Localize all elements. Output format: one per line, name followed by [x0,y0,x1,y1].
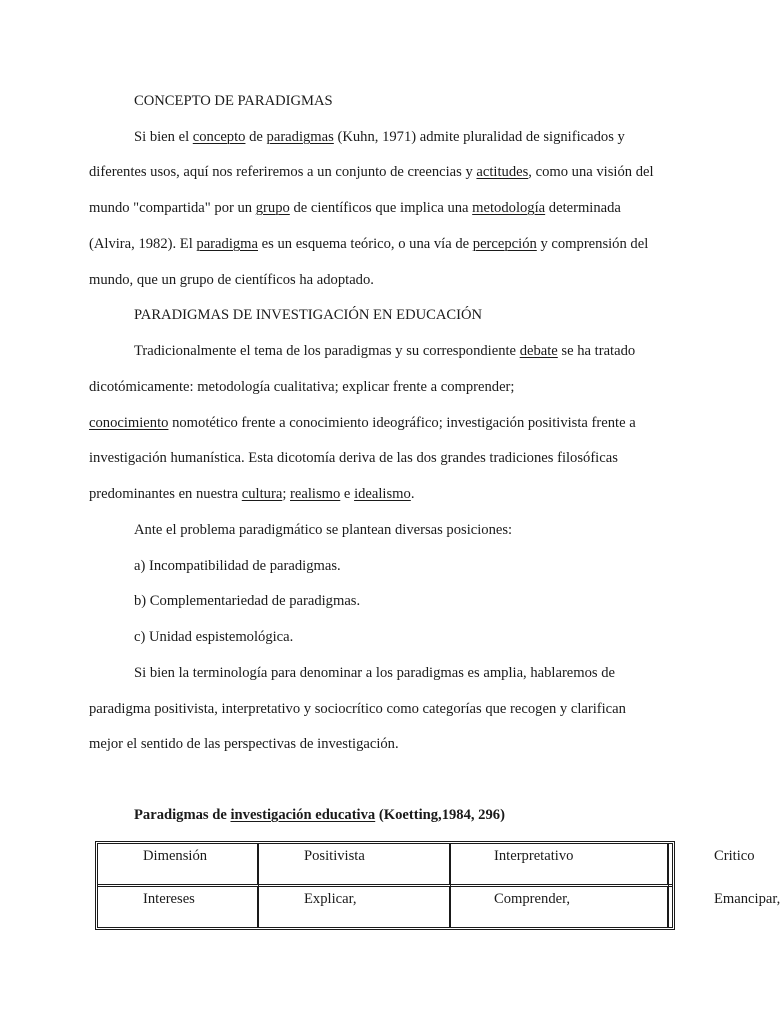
table-cell: Emancipar, [714,891,780,907]
heading-paradigmas-investigacion: PARADIGMAS DE INVESTIGACIÓN EN EDUCACIÓN [134,307,483,323]
link-conocimiento[interactable]: conocimiento [89,415,169,431]
link-actitudes[interactable]: actitudes [476,164,529,180]
paragraph-line: mejor el sentido de las perspectivas de investigación. [89,736,399,752]
table-cell: Intereses [98,887,259,927]
table-header-row [98,844,672,887]
paragraph-line: (Alvira, 1982). El paradigma es un esquema teórico, o una vía de percepción y comprensión del [89,236,649,252]
table-caption: Paradigmas de investigación educativa (Koetting,1984, 296) [134,807,505,823]
table-header-cell: Interpretativo [451,844,669,887]
paragraph-line: diferentes usos, aquí nos referiremos a un conjunto de creencias y actitudes, como una visión del [89,164,654,180]
paragraph-line: conocimiento nomotético frente a conocimiento ideográfico; investigación positivista frente a [89,415,636,431]
table-row [98,887,672,927]
list-item: b) Complementariedad de paradigmas. [134,593,361,609]
paragraph-line: paradigma positivista, interpretativo y sociocrítico como categorías que recogen y clarifican [89,701,626,717]
paragraph-line: mundo, que un grupo de científicos ha adoptado. [89,272,374,288]
list-item: c) Unidad espistemológica. [134,629,294,645]
list-item: a) Incompatibilidad de paradigmas. [134,558,341,574]
link-percepcion[interactable]: percepción [472,236,537,252]
link-grupo[interactable]: grupo [255,200,290,216]
paragraph-line: investigación humanística. Esta dicotomía deriva de las dos grandes tradiciones filosóficas [89,450,618,466]
table-cell: Comprender, [451,887,669,927]
table-header-cell: Dimensión [98,844,259,887]
paradigms-table [95,841,780,930]
paragraph-line: Tradicionalmente el tema de los paradigmas y su correspondiente debate se ha tratado [134,343,636,359]
link-paradigmas[interactable]: paradigmas [266,129,334,145]
link-cultura[interactable]: cultura [241,486,283,502]
link-realismo[interactable]: realismo [290,486,341,502]
table-cell: Explicar, [259,887,451,927]
table-header-cell: Positivista [259,844,451,887]
paragraph-line: Si bien el concepto de paradigmas (Kuhn, 1971) admite pluralidad de significados y [134,129,625,145]
table-header-cell: Critico [669,844,672,887]
paragraph-line: Ante el problema paradigmático se plantean diversas posiciones: [134,522,513,538]
link-investigacion-educativa[interactable]: investigación educativa [230,807,376,823]
paragraph-line: Si bien la terminología para denominar a los paradigmas es amplia, hablaremos de [134,665,616,681]
heading-concepto-paradigmas: CONCEPTO DE PARADIGMAS [134,93,333,109]
paragraph-line: predominantes en nuestra cultura; realismo e idealismo. [89,486,415,502]
link-metodologia[interactable]: metodología [472,200,546,216]
paragraph-line: dicotómicamente: metodología cualitativa; explicar frente a comprender; [89,379,515,395]
link-idealismo[interactable]: idealismo [354,486,411,502]
link-concepto[interactable]: concepto [192,129,246,145]
link-paradigma[interactable]: paradigma [196,236,258,252]
paragraph-line: mundo "compartida" por un grupo de científicos que implica una metodología determinada [89,200,621,216]
link-debate[interactable]: debate [519,343,558,359]
